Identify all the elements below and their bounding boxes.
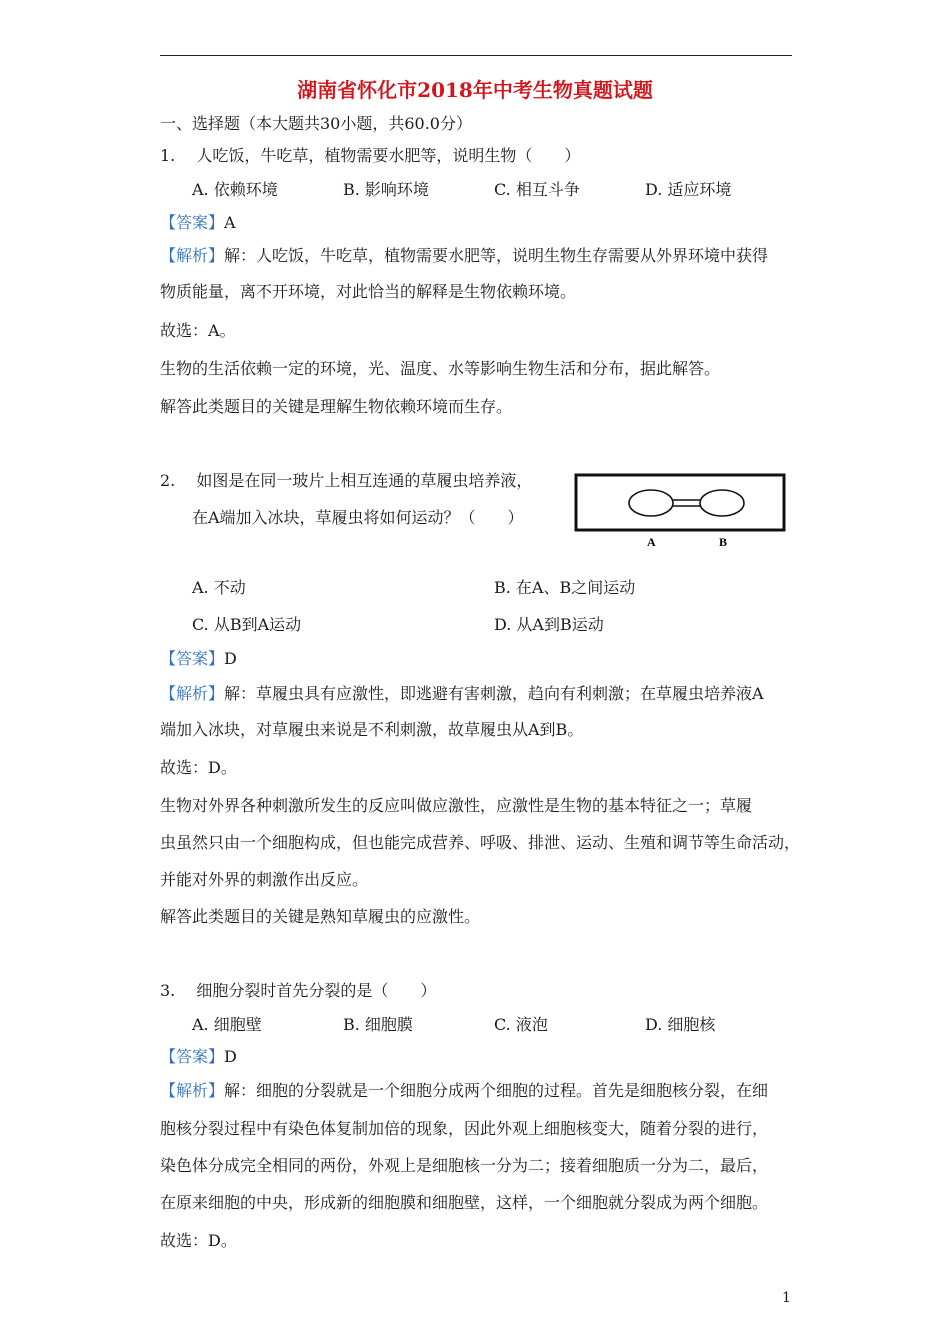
q1-option-b: B. 影响环境 [343, 180, 429, 199]
page-title: 湖南省怀化市2018年中考生物真题试题 [297, 78, 653, 102]
q2-choice: 故选：D。 [160, 758, 237, 777]
q1-answer-value: A [224, 213, 236, 232]
q2-analysis-text: 解：草履虫具有应激性，即逃避有害刺激，趋向有利刺激；在草履虫培养液A [224, 684, 764, 703]
q3-option-c: C. 液泡 [494, 1015, 548, 1034]
q1-choice: 故选：A。 [160, 321, 236, 340]
question-2-stem-line-2: 在A端加入冰块，草履虫将如何运动？（ ） [192, 508, 524, 527]
q2-option-c: C. 从B到A运动 [192, 615, 302, 634]
glass-slide [576, 475, 784, 530]
question-1-stem: 1. 人吃饭，牛吃草，植物需要水肥等，说明生物（ ） [160, 146, 581, 165]
q1-answer [160, 212, 236, 234]
label-a: A [647, 535, 656, 549]
q1-option-c: C. 相互斗争 [494, 180, 580, 199]
section-header: 一、选择题（本大题共30小题，共60.0分） [160, 114, 472, 133]
q2-note-3: 并能对外界的刺激作出反应。 [160, 870, 369, 889]
culture-drop-b [700, 490, 744, 516]
q1-option-d: D. 适应环境 [645, 180, 732, 199]
q1-note-2: 解答此类题目的关键是理解生物依赖环境而生存。 [160, 397, 513, 416]
q2-note-1: 生物对外界各种刺激所发生的反应叫做应激性，应激性是生物的基本特征之一；草履 [160, 796, 753, 815]
q3-analysis-line-2: 胞核分裂过程中有染色体复制加倍的现象，因此外观上细胞核变大，随着分裂的进行， [160, 1119, 769, 1138]
page-number: 1 [782, 1290, 791, 1306]
q3-answer [160, 1046, 237, 1068]
q2-note-2: 虫虽然只由一个细胞构成，但也能完成营养、呼吸、排泄、运动、生殖和调节等生命活动， [160, 833, 801, 852]
answer-tag: 【答案】 [160, 1047, 225, 1066]
question-3-stem: 3. 细胞分裂时首先分裂的是（ ） [160, 981, 437, 1000]
q1-option-a: A. 依赖环境 [192, 180, 278, 199]
analysis-tag: 【解析】 [160, 1081, 225, 1100]
q2-answer [160, 648, 237, 670]
q2-analysis-line-1 [160, 683, 764, 705]
q3-option-d: D. 细胞核 [645, 1015, 716, 1034]
culture-drop-a [629, 490, 673, 516]
q1-analysis-line-1 [160, 245, 768, 267]
label-b: B [719, 535, 728, 549]
answer-tag: 【答案】 [160, 649, 225, 668]
q3-answer-value: D [224, 1047, 237, 1066]
q1-analysis-text: 解：人吃饭，牛吃草，植物需要水肥等，说明生物生存需要从外界环境中获得 [224, 246, 769, 265]
q1-note-1: 生物的生活依赖一定的环境，光、温度、水等影响生物生活和分布，据此解答。 [160, 359, 721, 378]
q2-option-b: B. 在A、B之间运动 [494, 578, 636, 597]
slide-diagram [574, 473, 786, 557]
q2-analysis-line-2: 端加入冰块，对草履虫来说是不利刺激，故草履虫从A到B。 [160, 720, 584, 739]
q3-analysis-text: 解：细胞的分裂就是一个细胞分成两个细胞的过程。首先是细胞核分裂，在细 [224, 1081, 769, 1100]
q2-note-4: 解答此类题目的关键是熟知草履虫的应激性。 [160, 907, 481, 926]
q3-choice: 故选：D。 [160, 1231, 237, 1250]
q3-analysis-line-4: 在原来细胞的中央，形成新的细胞膜和细胞壁，这样，一个细胞就分裂成为两个细胞。 [160, 1193, 769, 1212]
q3-option-b: B. 细胞膜 [343, 1015, 413, 1034]
q2-answer-value: D [224, 649, 237, 668]
q3-analysis-line-3: 染色体分成完全相同的两份，外观上是细胞核一分为二；接着细胞质一分为二，最后， [160, 1156, 769, 1175]
analysis-tag: 【解析】 [160, 246, 225, 265]
q3-option-a: A. 细胞壁 [192, 1015, 262, 1034]
answer-tag: 【答案】 [160, 213, 225, 232]
q1-analysis-line-2: 物质能量，离不开环境，对此恰当的解释是生物依赖环境。 [160, 282, 577, 301]
q2-option-a: A. 不动 [192, 578, 246, 597]
analysis-tag: 【解析】 [160, 684, 225, 703]
q3-analysis-line-1 [160, 1080, 768, 1102]
q2-option-d: D. 从A到B运动 [494, 615, 604, 634]
header-rule [160, 55, 792, 56]
question-2-stem-line-1: 2. 如图是在同一玻片上相互连通的草履虫培养液， [160, 471, 533, 490]
